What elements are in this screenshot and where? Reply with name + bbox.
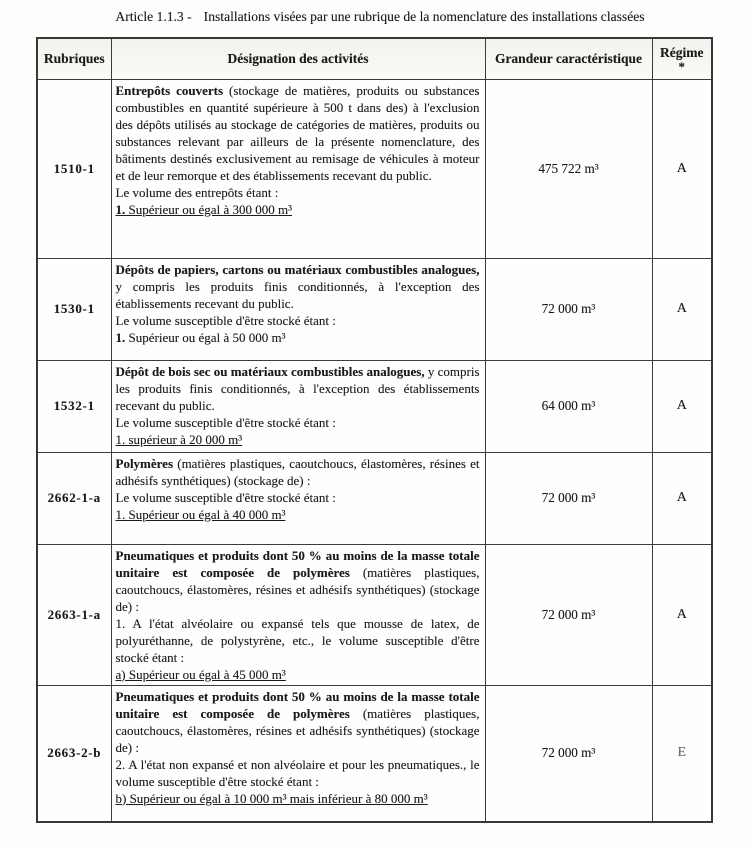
- rubrique-cell: 2662-1-a: [37, 452, 111, 544]
- grandeur-cell: 72 000 m³: [485, 544, 652, 685]
- designation-cell: [111, 79, 485, 258]
- activity-intro: Entrepôts couverts (stockage de matières, produits ou substances combustibles en quantité supérieure à 500 t dans des) à l'exclusion des dépôts utilisés au stockage de catégories de matières, produits ou substances relevant par ailleurs de la présente nomenclature, des bâtiments destinés exclusivement au remisage de véhicules à moteur et de leur remorque et des établissements recevant du public.: [115, 82, 480, 183]
- regime-cell: A: [652, 452, 712, 544]
- regime-cell: E: [652, 685, 712, 822]
- grandeur-cell: 64 000 m³: [485, 360, 652, 452]
- threshold-line: b) Supérieur ou égal à 10 000 m³ mais inférieur à 80 000 m³: [115, 790, 428, 806]
- grandeur-cell: 475 722 m³: [485, 79, 652, 258]
- regime-asterisk: *: [678, 59, 685, 75]
- rubrique-cell: 1510-1: [37, 79, 111, 258]
- column-header-rubriques: Rubriques: [37, 38, 111, 79]
- activity-intro: Pneumatiques et produits dont 50 % au moins de la masse totale unitaire est composée de polymères (matières plastiques, caoutchoucs, élastomères, résines et adhésifs synthétiques) (stockage de) :: [115, 688, 480, 755]
- table-row: [37, 79, 712, 258]
- regime-label: Régime: [660, 45, 704, 61]
- grandeur-cell: 72 000 m³: [485, 685, 652, 822]
- activity-intro: Polymères (matières plastiques, caoutchoucs, élastomères, résines et adhésifs synthétiques) (stockage de) :: [115, 455, 480, 488]
- regime-cell: A: [652, 79, 712, 258]
- grandeur-cell: 72 000 m³: [485, 452, 652, 544]
- threshold-line: 1. Supérieur ou égal à 50 000 m³: [115, 329, 286, 345]
- activity-detail: 2. A l'état non expansé et non alvéolaire et pour les pneumatiques., le volume susceptible d'être stocké étant :: [115, 756, 480, 789]
- article-title-text: Installations visées par une rubrique de la nomenclature des installations classées: [203, 9, 645, 24]
- volume-line: Le volume susceptible d'être stocké étant :: [115, 414, 336, 430]
- designation-cell: [111, 258, 485, 360]
- threshold-line: a) Supérieur ou égal à 45 000 m³: [115, 666, 286, 682]
- volume-line: Le volume susceptible d'être stocké étant :: [115, 489, 336, 505]
- regime-cell: A: [652, 360, 712, 452]
- column-header-grandeur: Grandeur caractéristique: [485, 38, 652, 79]
- activity-intro: Pneumatiques et produits dont 50 % au moins de la masse totale unitaire est composée de polymères (matières plastiques, caoutchoucs, élastomères, résines et adhésifs synthétiques) (stockage de) :: [115, 547, 480, 614]
- rubrique-cell: 1532-1: [37, 360, 111, 452]
- threshold-line: 1. supérieur à 20 000 m³: [115, 431, 243, 447]
- column-header-designation: Désignation des activités: [111, 38, 485, 79]
- threshold-line: 1. Supérieur ou égal à 300 000 m³: [115, 201, 292, 217]
- activity-intro: Dépôt de bois sec ou matériaux combustibles analogues, y compris les produits finis conditionnés, à l'exception des établissements recevant du public.: [115, 363, 480, 413]
- table-row: [37, 360, 712, 452]
- table-row: [37, 258, 712, 360]
- designation-cell: [111, 360, 485, 452]
- article-number: Article 1.1.3 -: [115, 9, 192, 24]
- regulation-table: [36, 37, 713, 823]
- table-row: [37, 544, 712, 685]
- volume-line: Le volume des entrepôts étant :: [115, 184, 279, 200]
- grandeur-cell: 72 000 m³: [485, 258, 652, 360]
- designation-cell: [111, 452, 485, 544]
- regime-cell: A: [652, 258, 712, 360]
- threshold-line: 1. Supérieur ou égal à 40 000 m³: [115, 506, 286, 522]
- table-header-row: [37, 38, 712, 79]
- designation-cell: [111, 544, 485, 685]
- rubrique-cell: 1530-1: [37, 258, 111, 360]
- activity-detail: 1. A l'état alvéolaire ou expansé tels que mousse de latex, de polyuréthanne, de polystyrène, etc., le volume susceptible d'être stocké étant :: [115, 615, 480, 665]
- column-header-regime: [652, 38, 712, 79]
- volume-line: Le volume susceptible d'être stocké étant :: [115, 312, 336, 328]
- table-row: [37, 685, 712, 822]
- rubrique-cell: 2663-2-b: [37, 685, 111, 822]
- designation-cell: [111, 685, 485, 822]
- regime-cell: A: [652, 544, 712, 685]
- rubrique-cell: 2663-1-a: [37, 544, 111, 685]
- activity-intro: Dépôts de papiers, cartons ou matériaux combustibles analogues, y compris les produits finis conditionnés, à l'exception des établissements recevant du public.: [115, 261, 480, 311]
- table-row: [37, 452, 712, 544]
- page-title: [30, 9, 730, 25]
